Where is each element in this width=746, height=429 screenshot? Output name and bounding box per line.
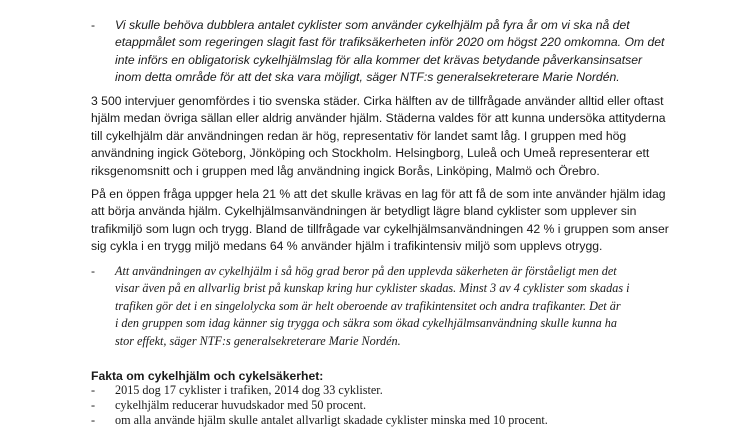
paragraph-line: trafikmiljö som lugn och trygg. Bland de tillfrågade var cykelhjälmsanvändningen 42 % i gruppen som anser <box>91 221 669 236</box>
paragraph-line: sig cykla i en trygg miljö medans 64 % använder hjälm i trafikintensiv miljö som upplevs otrygg. <box>91 239 603 254</box>
paragraph-line: till cykelhjälm där användningen redan är hög, representativ för landet samt låg. I gruppen med hög <box>91 128 627 143</box>
quote-line: etappmålet som regeringen slagit fast för trafiksäkerheten inför 2020 om högst 220 omkomna. Om det <box>115 35 665 50</box>
paragraph-line: hjälm medan övriga sällan eller aldrig använder hjälm. Städerna valdes för att kunna undersöka attityderna <box>91 111 666 126</box>
paragraph-line: riksgenomsnitt och i gruppen med låg användning ingick Borås, Linköping, Malmö och Örebro. <box>91 163 600 178</box>
quote-line: Att användningen av cykelhjälm i så hög grad beror på den upplevda säkerheten är förståeligt men det <box>115 264 617 278</box>
fact-text: om alla använde hjälm skulle antalet allvarligt skadade cyklister minska med 10 procent. <box>115 413 548 427</box>
fact-bullet-dash: - <box>91 413 96 427</box>
paragraph-line: 3 500 intervjuer genomfördes i tio svenska städer. Cirka hälften av de tillfrågade använder alltid eller oftast <box>91 94 664 108</box>
quote-bullet-dash: - <box>91 264 96 278</box>
quote-block-2 <box>115 263 730 350</box>
quote-block-1 <box>115 17 730 87</box>
quote-bullet-dash: - <box>91 18 96 32</box>
paragraph-line: att börja använda hjälm. Cykelhjälmsanvändningen är betydligt lägre bland cyklister som upplever sin <box>91 204 637 219</box>
quote-line: trafiken gör det i en singelolycka som är helt oberoende av trafikintensitet och andra trafikanter. Det är <box>115 298 621 313</box>
paragraph-law-question <box>91 186 731 256</box>
facts-heading: Fakta om cykelhjälm och cykelsäkerhet: <box>91 369 324 383</box>
fact-list-item <box>91 412 548 429</box>
quote-line: inom detta område för att det ska vara möjligt, säger NTF:s generalsekreterare Marie Nordén. <box>115 70 620 85</box>
fact-text: cykelhjälm reducerar huvudskador med 50 procent. <box>115 398 367 412</box>
quote-line: visar även på en allvarlig brist på kunskap kring hur cyklister skadas. Minst 3 av 4 cyklister som skadas i <box>115 281 630 296</box>
quote-line: i den gruppen som idag känner sig trygga och säkra som ökad cykelhjälmsanvändning skulle kunna ha <box>115 316 617 331</box>
quote-line: Vi skulle behöva dubblera antalet cyklister som använder cykelhjälm på fyra år om vi ska nå det <box>115 18 630 32</box>
fact-text: 2015 dog 17 cyklister i trafiken, 2014 dog 33 cyklister. <box>115 383 383 397</box>
paragraph-line: användning ingick Göteborg, Jönköping och Stockholm. Helsingborg, Luleå och Umeå representerar ett <box>91 146 650 161</box>
fact-bullet-dash: - <box>91 398 96 412</box>
paragraph-survey <box>91 93 731 180</box>
quote-line: stor effekt, säger NTF:s generalsekreterare Marie Nordén. <box>115 333 401 348</box>
quote-line: inte införs en obligatorisk cykelhjälmslag för alla kommer det krävas betydande påverkansinsatser <box>115 52 643 67</box>
fact-bullet-dash: - <box>91 383 96 397</box>
paragraph-line: På en öppen fråga uppger hela 21 % att det skulle krävas en lag för att få de som inte använder hjälm idag <box>91 187 666 201</box>
